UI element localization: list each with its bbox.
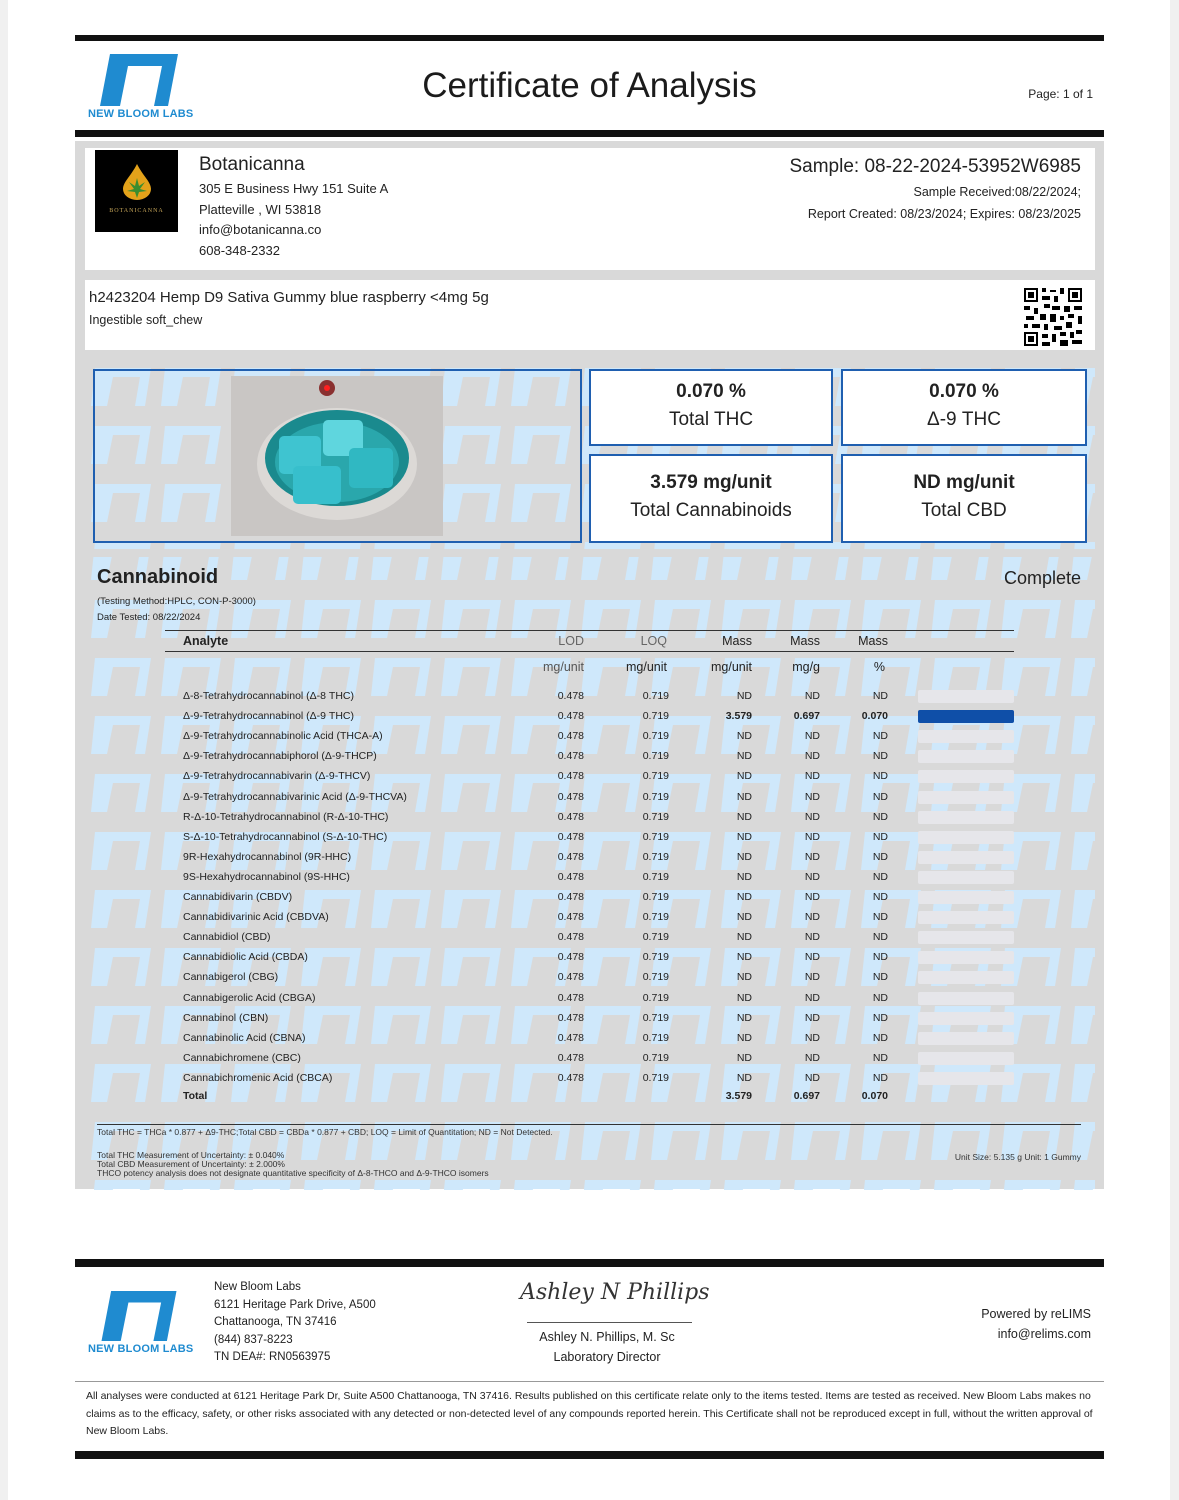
mass-percent: ND	[872, 991, 888, 1004]
unit-size: Unit Size: 5.135 g Unit: 1 Gummy	[954, 1152, 1081, 1162]
client-address-line2: Platteville , WI 53818	[199, 201, 322, 217]
thc-uncertainty: Total THC Measurement of Uncertainty: ± 0.040%	[97, 1150, 285, 1160]
result-bar	[918, 710, 1014, 723]
total-row	[0, 1087, 1179, 1107]
footer-lab-logo-icon	[100, 1291, 178, 1341]
table-row	[0, 828, 1179, 848]
table-row	[0, 767, 1179, 787]
mass-mg-g: ND	[804, 850, 820, 863]
mass-mg-unit: ND	[736, 830, 752, 843]
analyte-name: Δ-9-Tetrahydrocannabivarinic Acid (Δ-9-THCVA)	[183, 790, 407, 803]
total-mass-pct: 0.070	[861, 1090, 888, 1102]
result-bar	[918, 831, 1014, 844]
result-bar	[918, 851, 1014, 864]
client-phone: 608-348-2332	[199, 242, 280, 258]
mass-percent: ND	[872, 690, 888, 702]
mass-mg-unit: ND	[736, 991, 752, 1004]
analyte-name: Δ-9-Tetrahydrocannabinol (Δ-9 THC)	[183, 710, 355, 723]
signer-title: Laboratory Director	[553, 1350, 661, 1364]
loq-value: 0.719	[642, 690, 669, 702]
loq-value: 0.719	[642, 790, 669, 803]
loq-value: 0.719	[642, 870, 669, 883]
result-bar	[918, 1032, 1014, 1045]
bottom-rule	[75, 1451, 1104, 1459]
mass-mg-g: ND	[804, 931, 820, 944]
table-row	[0, 968, 1179, 988]
loq-value: 0.719	[642, 971, 669, 984]
lod-value: 0.478	[557, 971, 584, 984]
lod-value: 0.478	[557, 750, 584, 763]
lab-address-line2: Chattanooga, TN 37416	[214, 1316, 337, 1328]
table-row	[0, 687, 1179, 707]
unit-mass-pct: %	[873, 660, 885, 674]
analyte-name: R-Δ-10-Tetrahydrocannabinol (R-Δ-10-THC)	[183, 810, 389, 823]
client-email: info@botanicanna.co	[199, 222, 322, 237]
table-row	[0, 788, 1179, 808]
mass-mg-g: ND	[804, 1071, 820, 1084]
analyte-name: Cannabigerolic Acid (CBGA)	[183, 991, 316, 1004]
total-mass-g: 0.697	[793, 1090, 820, 1102]
cannabinoid-title: Cannabinoid	[97, 566, 219, 588]
stat-label: Δ-9 THC	[927, 409, 1001, 430]
unit-lod: mg/unit	[543, 660, 584, 674]
analyte-name: Δ-9-Tetrahydrocannabiphorol (Δ-9-THCP)	[183, 750, 377, 763]
mass-percent: ND	[872, 750, 888, 763]
analyte-name: Cannabinol (CBN)	[183, 1011, 269, 1024]
lod-value: 0.478	[557, 710, 584, 723]
loq-value: 0.719	[642, 891, 669, 903]
stat-label: Total Cannabinoids	[630, 500, 792, 521]
stat-label: Total CBD	[921, 500, 1007, 521]
loq-value: 0.719	[642, 750, 669, 763]
mass-mg-unit: ND	[736, 850, 752, 863]
table-row	[0, 989, 1179, 1009]
result-bar	[918, 1012, 1014, 1025]
table-row	[0, 747, 1179, 767]
lod-value: 0.478	[557, 830, 584, 843]
lod-value: 0.478	[557, 1051, 584, 1064]
loq-value: 0.719	[642, 770, 669, 783]
page-number: Page: 1 of 1	[1028, 87, 1093, 101]
result-bar	[918, 770, 1014, 783]
result-bar	[918, 791, 1014, 804]
sample-photo-frame	[93, 369, 582, 543]
stat-value: 0.070 %	[676, 381, 746, 402]
footer-top-rule	[75, 1259, 1104, 1267]
date-tested: Date Tested: 08/22/2024	[97, 612, 201, 623]
analyte-name: 9S-Hexahydrocannabinol (9S-HHC)	[183, 870, 350, 883]
loq-value: 0.719	[642, 730, 669, 743]
mass-mg-unit: ND	[736, 931, 752, 944]
stat-total-thc	[589, 369, 833, 446]
lod-value: 0.478	[557, 951, 584, 964]
loq-value: 0.719	[642, 1031, 669, 1044]
result-bar	[918, 1072, 1014, 1085]
mass-mg-g: ND	[804, 1051, 820, 1064]
result-bar	[918, 871, 1014, 884]
mass-percent: ND	[872, 850, 888, 863]
mass-mg-g: ND	[804, 991, 820, 1004]
analyte-name: Cannabidiol (CBD)	[183, 931, 271, 944]
signer-block	[507, 1327, 707, 1367]
loq-value: 0.719	[642, 911, 669, 924]
table-row	[0, 888, 1179, 908]
report-dates: Report Created: 08/23/2024; Expires: 08/23/2025	[807, 207, 1081, 221]
signature-line	[527, 1322, 692, 1323]
product-panel	[85, 280, 1095, 350]
mass-percent: ND	[872, 1011, 888, 1024]
mass-mg-g: ND	[804, 1031, 820, 1044]
lod-value: 0.478	[557, 850, 584, 863]
unit-loq: mg/unit	[626, 660, 667, 674]
mass-percent: ND	[872, 971, 888, 984]
signer-name: Ashley N. Phillips, M. Sc	[539, 1330, 675, 1344]
stat-delta9-thc	[841, 369, 1087, 446]
analyte-name: Cannabidivarinic Acid (CBDVA)	[183, 911, 329, 924]
mass-percent: ND	[872, 770, 888, 783]
lab-contact	[214, 1279, 376, 1367]
table-row	[0, 1049, 1179, 1069]
analyte-name: Δ-9-Tetrahydrocannabivarin (Δ-9-THCV)	[183, 770, 371, 783]
mass-percent: ND	[872, 730, 888, 743]
cannabinoid-status: Complete	[1003, 568, 1081, 588]
stat-total-cannabinoids	[589, 454, 833, 543]
director-signature: Ashley N Phillips	[520, 1280, 710, 1305]
client-address	[199, 179, 388, 261]
mass-mg-unit: ND	[736, 911, 752, 924]
sample-received: Sample Received:08/22/2024;	[913, 185, 1081, 199]
cbd-uncertainty: Total CBD Measurement of Uncertainty: ± 2.000%	[97, 1159, 285, 1169]
mass-percent: 0.070	[861, 710, 888, 723]
analyte-name: Cannabigerol (CBG)	[183, 971, 279, 984]
header-lod: LOD	[558, 634, 584, 648]
mass-mg-g: ND	[804, 1011, 820, 1024]
mass-mg-unit: ND	[736, 790, 752, 803]
lod-value: 0.478	[557, 931, 584, 944]
lod-value: 0.478	[557, 770, 584, 783]
mass-mg-g: ND	[804, 730, 820, 743]
stat-total-cbd	[841, 454, 1087, 543]
header-rule	[75, 130, 1104, 137]
table-row	[0, 1069, 1179, 1089]
lod-value: 0.478	[557, 911, 584, 924]
powered-by-block	[981, 1304, 1091, 1344]
result-bar	[918, 951, 1014, 964]
header-analyte: Analyte	[183, 634, 229, 648]
total-label: Total	[183, 1090, 208, 1102]
table-row	[0, 1029, 1179, 1049]
analyte-name: Cannabichromenic Acid (CBCA)	[183, 1071, 333, 1084]
table-row	[0, 727, 1179, 747]
header-mass-pct: Mass	[858, 634, 888, 648]
loq-value: 0.719	[642, 810, 669, 823]
product-name: h2423204 Hemp D9 Sativa Gummy blue raspberry <4mg 5g	[89, 289, 489, 306]
mass-percent: ND	[872, 891, 888, 903]
lod-value: 0.478	[557, 1031, 584, 1044]
notes-rule	[97, 1124, 1081, 1125]
result-bar	[918, 911, 1014, 924]
product-type: Ingestible soft_chew	[89, 313, 203, 327]
qr-code-icon[interactable]	[1022, 286, 1084, 348]
calc-note: Total THC = THCa * 0.877 + Δ9-THC;Total CBD = CBDa * 0.877 + CBD; LOQ = Limit of Quantitation; ND = Not Detected.	[97, 1127, 553, 1137]
uncertainty-notes	[97, 1151, 489, 1178]
result-bar	[918, 1052, 1014, 1065]
loq-value: 0.719	[642, 710, 669, 723]
mass-mg-g: ND	[804, 951, 820, 964]
disclaimer: All analyses were conducted at 6121 Heritage Park Dr, Suite A500 Chattanooga, TN 37416. Results published on this certificate relate only to the items tested. Items are tested as received. New Bloom Labs makes no claims as to the efficacy, safety, or other risks associated with any detected or non-detected level of any compounds reported herein. This Certificate shall not be reproduced except in full, without the written approval of New Bloom Labs.	[86, 1390, 1093, 1437]
lab-name: New Bloom Labs	[214, 1281, 301, 1293]
analyte-name: Δ-8-Tetrahydrocannabinol (Δ-8 THC)	[183, 690, 355, 702]
powered-by: Powered by reLIMS	[981, 1307, 1091, 1321]
mass-mg-unit: ND	[736, 1071, 752, 1084]
result-bar	[918, 690, 1014, 703]
mass-mg-g: ND	[804, 911, 820, 924]
mass-mg-unit: ND	[736, 810, 752, 823]
analyte-name: Cannabidivarin (CBDV)	[183, 891, 293, 903]
gummy-photo	[231, 376, 443, 536]
lod-value: 0.478	[557, 790, 584, 803]
lab-phone: (844) 837-8223	[214, 1333, 293, 1346]
lab-address-line1: 6121 Heritage Park Drive, A500	[214, 1298, 376, 1311]
loq-value: 0.719	[642, 1071, 669, 1084]
table-row	[0, 1009, 1179, 1029]
mass-mg-g: ND	[804, 690, 820, 702]
stat-value: 3.579 mg/unit	[650, 472, 772, 493]
unit-mass-g: mg/g	[792, 660, 820, 674]
table-row	[0, 868, 1179, 888]
analyte-name: Cannabichromene (CBC)	[183, 1051, 301, 1064]
table-row	[0, 808, 1179, 828]
mass-mg-unit: ND	[736, 690, 752, 702]
table-row	[0, 948, 1179, 968]
result-bar	[918, 971, 1014, 984]
table-row	[0, 848, 1179, 868]
result-bar	[918, 811, 1014, 824]
mass-mg-g: ND	[804, 830, 820, 843]
client-logo-text: BOTANICANNA	[109, 208, 164, 214]
mass-percent: ND	[872, 1051, 888, 1064]
table-row	[0, 908, 1179, 928]
total-mass-unit: 3.579	[725, 1090, 752, 1102]
table-row	[0, 928, 1179, 948]
testing-method: (Testing Method:HPLC, CON-P-3000)	[97, 596, 256, 607]
mass-mg-g: ND	[804, 810, 820, 823]
analyte-name: Cannabidiolic Acid (CBDA)	[183, 951, 308, 964]
sample-id: Sample: 08-22-2024-53952W6985	[789, 156, 1081, 177]
stat-value: ND mg/unit	[913, 472, 1015, 493]
disclaimer-rule	[75, 1381, 1104, 1382]
mass-percent: ND	[872, 911, 888, 924]
table-header-rule	[165, 651, 1014, 652]
mass-mg-unit: ND	[736, 870, 752, 883]
lod-value: 0.478	[557, 870, 584, 883]
stat-value: 0.070 %	[929, 381, 999, 402]
cannabis-drop-icon	[121, 164, 153, 200]
header-logo-text: NEW BLOOM LABS	[88, 108, 194, 120]
lod-value: 0.478	[557, 891, 584, 903]
header-loq: LOQ	[640, 634, 667, 648]
loq-value: 0.719	[642, 1011, 669, 1024]
header-mass-g: Mass	[790, 634, 820, 648]
table-row	[0, 707, 1179, 727]
mass-mg-unit: ND	[736, 891, 752, 903]
page-title: Certificate of Analysis	[422, 66, 757, 105]
section-divider	[85, 549, 1095, 557]
mass-percent: ND	[872, 1071, 888, 1084]
loq-value: 0.719	[642, 951, 669, 964]
loq-value: 0.719	[642, 850, 669, 863]
client-address-line1: 305 E Business Hwy 151 Suite A	[199, 181, 389, 196]
top-rule	[75, 35, 1104, 41]
lod-value: 0.478	[557, 1071, 584, 1084]
lod-value: 0.478	[557, 991, 584, 1004]
mass-mg-unit: ND	[736, 750, 752, 763]
analyte-name: Δ-9-Tetrahydrocannabinolic Acid (THCA-A)	[183, 730, 383, 743]
mass-mg-g: ND	[804, 891, 820, 903]
mass-mg-g: 0.697	[793, 710, 820, 723]
lod-value: 0.478	[557, 810, 584, 823]
unit-mass-unit: mg/unit	[711, 660, 752, 674]
lod-value: 0.478	[557, 730, 584, 743]
result-bar	[918, 891, 1014, 904]
mass-percent: ND	[872, 830, 888, 843]
loq-value: 0.719	[642, 1051, 669, 1064]
mass-percent: ND	[872, 870, 888, 883]
mass-mg-g: ND	[804, 750, 820, 763]
client-name: Botanicanna	[199, 154, 305, 175]
header-mass-unit: Mass	[722, 634, 752, 648]
client-logo	[95, 150, 178, 232]
footer-logo-text: NEW BLOOM LABS	[88, 1343, 194, 1355]
loq-value: 0.719	[642, 830, 669, 843]
analyte-name: S-Δ-10-Tetrahydrocannabinol (S-Δ-10-THC)	[183, 830, 388, 843]
mass-percent: ND	[872, 951, 888, 964]
mass-mg-g: ND	[804, 770, 820, 783]
mass-mg-unit: ND	[736, 1011, 752, 1024]
result-bar	[918, 750, 1014, 763]
result-bar	[918, 992, 1014, 1005]
mass-mg-g: ND	[804, 971, 820, 984]
mass-percent: ND	[872, 1031, 888, 1044]
loq-value: 0.719	[642, 991, 669, 1004]
mass-percent: ND	[872, 790, 888, 803]
mass-mg-unit: 3.579	[725, 710, 752, 723]
mass-mg-unit: ND	[736, 770, 752, 783]
loq-value: 0.719	[642, 931, 669, 944]
lab-dea: TN DEA#: RN0563975	[214, 1351, 331, 1363]
stat-label: Total THC	[668, 409, 754, 430]
table-top-rule	[165, 630, 1014, 631]
result-bar	[918, 931, 1014, 944]
lod-value: 0.478	[557, 1011, 584, 1024]
mass-mg-unit: ND	[736, 1031, 752, 1044]
lod-value: 0.478	[557, 690, 584, 702]
client-panel	[85, 148, 1095, 270]
analyte-name: Cannabinolic Acid (CBNA)	[183, 1031, 306, 1044]
mass-mg-g: ND	[804, 870, 820, 883]
analyte-name: 9R-Hexahydrocannabinol (9R-HHC)	[183, 850, 352, 863]
mass-mg-unit: ND	[736, 971, 752, 984]
thco-note: THCO potency analysis does not designate quantitative specificity of Δ-8-THCO and Δ-9-THCO isomers	[97, 1168, 489, 1178]
mass-mg-unit: ND	[736, 730, 752, 743]
mass-mg-unit: ND	[736, 951, 752, 964]
powered-email: info@relims.com	[997, 1327, 1091, 1341]
mass-percent: ND	[872, 810, 888, 823]
mass-mg-unit: ND	[736, 1051, 752, 1064]
mass-mg-g: ND	[804, 790, 820, 803]
result-bar	[918, 730, 1014, 743]
mass-percent: ND	[872, 931, 888, 944]
